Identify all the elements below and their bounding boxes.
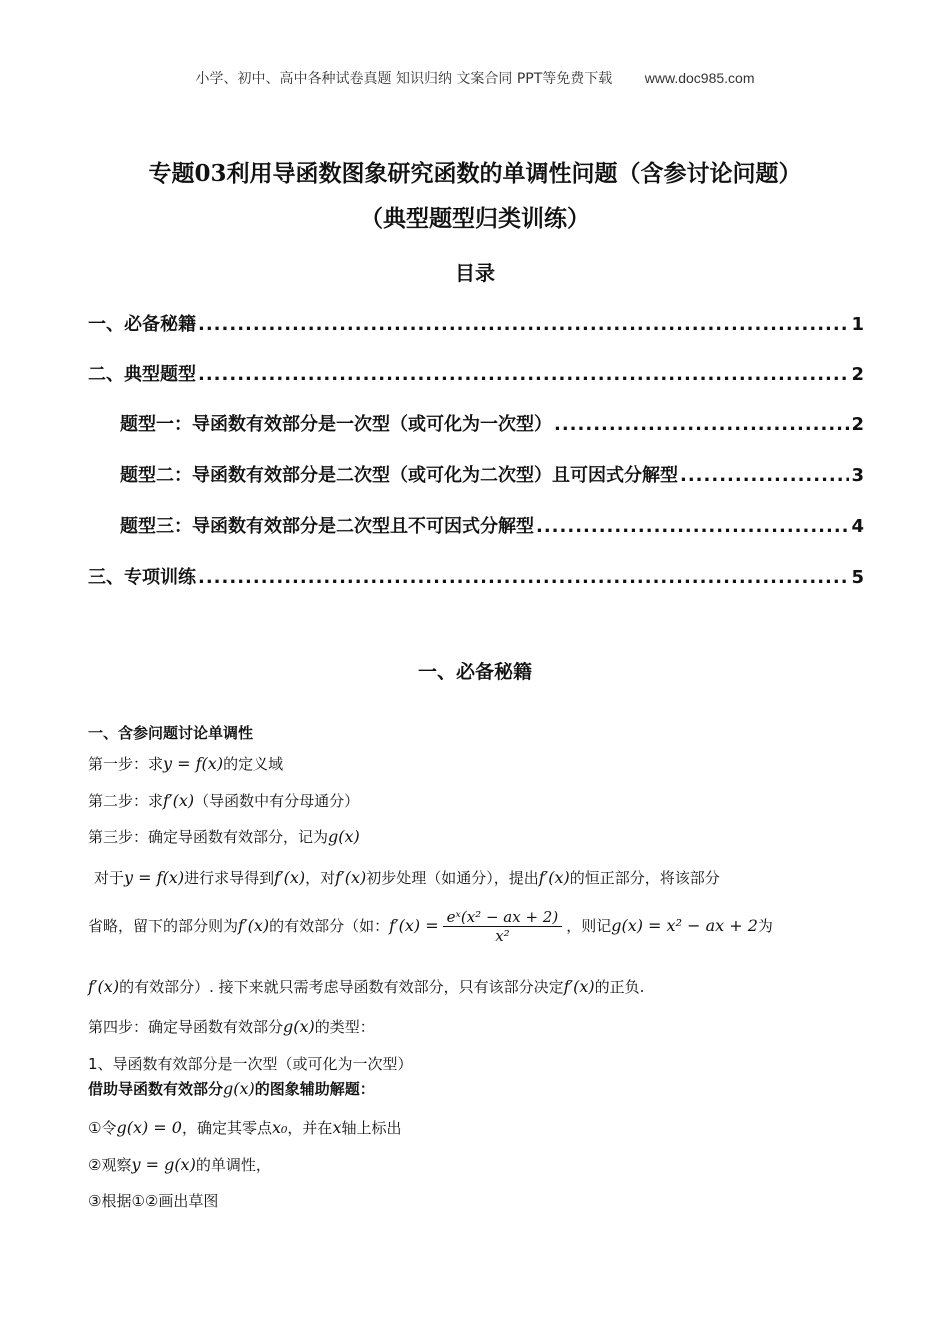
toc-item-label: 一、必备秘籍 (88, 314, 196, 335)
text-run: 省略，留下的部分则为 (88, 917, 239, 935)
step-1-formula: y = f(x) (163, 754, 224, 773)
toc-item-label: 题型二：导函数有效部分是二次型（或可化为二次型）且可因式分解型 (120, 465, 678, 486)
text-run: 的恒正部分，将该部分 (569, 869, 720, 887)
document-subtitle: （典型题型归类训练） (360, 205, 590, 232)
formula: f′(x) (238, 916, 270, 935)
toc-item-page: 3 (851, 465, 864, 486)
text-run: 初步处理（如通分），提出 (366, 869, 539, 887)
toc-item[interactable] (88, 360, 864, 386)
toc-item[interactable] (120, 461, 864, 487)
text-run: 借助导函数有效部分 (88, 1080, 224, 1098)
toc-heading: 目录 (455, 261, 495, 285)
formula: x₀ (271, 1118, 288, 1137)
toc-item-page: 5 (851, 567, 864, 588)
formula: f′(x) (538, 868, 570, 887)
fraction-numerator: eˣ(x² − ax + 2) (443, 908, 563, 927)
formula: g(x) = x² − ax + 2 (611, 916, 758, 935)
toc-leader-dots (536, 516, 849, 537)
paragraph-line-2 (88, 908, 773, 945)
formula: f′(x) (274, 868, 306, 887)
text-run: ，则记 (566, 917, 612, 935)
text-run: ，对 (305, 869, 336, 887)
text-run: ，并在 (287, 1119, 333, 1137)
toc-leader-dots (680, 465, 849, 486)
paragraph-line-3 (88, 976, 644, 997)
step-4-formula: g(x) (283, 1017, 315, 1036)
toc-item-page: 2 (851, 364, 864, 385)
step-3-formula: g(x) (328, 827, 360, 846)
sub-heading: 一、含参问题讨论单调性 (88, 724, 254, 742)
toc-leader-dots (198, 364, 849, 385)
type-1-heading: 1、导函数有效部分是一次型（或可化为一次型） (88, 1055, 413, 1073)
section-heading: 一、必备秘籍 (417, 661, 532, 683)
formula: g(x) (223, 1079, 255, 1098)
formula: y = f(x) (124, 868, 185, 887)
toc-item-label: 题型三：导函数有效部分是二次型且不可因式分解型 (120, 516, 534, 537)
step-4-text: 第四步：确定导函数有效部分 (88, 1018, 284, 1036)
header-site-link[interactable]: www.doc985.com (644, 70, 755, 86)
step-2 (88, 790, 359, 811)
formula: f′(x) (88, 977, 120, 996)
step-1 (88, 753, 283, 774)
formula: g(x) = 0 (116, 1118, 182, 1137)
toc-item-page: 2 (851, 414, 864, 435)
toc-item[interactable] (88, 563, 864, 589)
step-2-text: 第二步：求 (88, 792, 164, 810)
page-header (0, 68, 950, 88)
toc-item-page: 1 (851, 314, 864, 335)
text-run: 的正负. (594, 978, 645, 996)
check-2 (88, 1154, 271, 1175)
text-run: 的有效部分）. 接下来就只需考虑导函数有效部分，只有该部分决定 (119, 978, 564, 996)
text-run: 为 (757, 917, 773, 935)
text-run: 进行求导得到 (184, 869, 275, 887)
toc-item-label: 题型一：导函数有效部分是一次型（或可化为一次型） (120, 414, 552, 435)
formula: x (332, 1118, 342, 1137)
toc-leader-dots (198, 567, 849, 588)
fraction (443, 908, 563, 945)
step-1-text-end: 的定义域 (223, 755, 284, 773)
text-run: ，确定其零点 (181, 1119, 272, 1137)
toc-item-label: 三、专项训练 (88, 567, 196, 588)
formula: y = g(x) (131, 1155, 196, 1174)
paragraph-line-1 (94, 867, 720, 888)
step-3 (88, 826, 360, 847)
check-1 (88, 1117, 401, 1138)
step-4-text-end: 的类型： (314, 1018, 375, 1036)
toc-leader-dots (554, 414, 849, 435)
text-run: 的有效部分（如： (269, 917, 390, 935)
toc-item-page: 4 (851, 516, 864, 537)
text-run: ②观察 (88, 1156, 132, 1174)
toc-item-label: 二、典型题型 (88, 364, 196, 385)
step-2-text-end: （导函数中有分母通分） (194, 792, 360, 810)
step-3-text: 第三步：确定导函数有效部分，记为 (88, 828, 329, 846)
step-2-formula: f′(x) (163, 791, 195, 810)
formula: f′(x) = (389, 916, 439, 935)
text-run: ①令 (88, 1119, 117, 1137)
text-run: 的单调性， (195, 1156, 271, 1174)
text-run: 的图象辅助解题： (254, 1080, 375, 1098)
step-4 (88, 1016, 375, 1037)
toc-item[interactable] (120, 512, 864, 538)
step-1-text: 第一步：求 (88, 755, 164, 773)
header-text: 小学、初中、高中各种试卷真题 知识归纳 文案合同 PPT等免费下载 (195, 71, 613, 87)
toc-item[interactable] (120, 410, 864, 436)
fraction-denominator: x² (495, 927, 510, 945)
formula: f′(x) (563, 977, 595, 996)
check-3: ③根据①②画出草图 (88, 1192, 219, 1210)
text-run: 轴上标出 (341, 1119, 402, 1137)
aid-heading (88, 1078, 375, 1099)
formula: f′(x) (335, 868, 367, 887)
toc-leader-dots (198, 314, 849, 335)
toc-item[interactable] (88, 310, 864, 336)
document-title: 专题03利用导函数图象研究函数的单调性问题（含参讨论问题） (148, 160, 802, 187)
text-run: 对于 (94, 869, 125, 887)
